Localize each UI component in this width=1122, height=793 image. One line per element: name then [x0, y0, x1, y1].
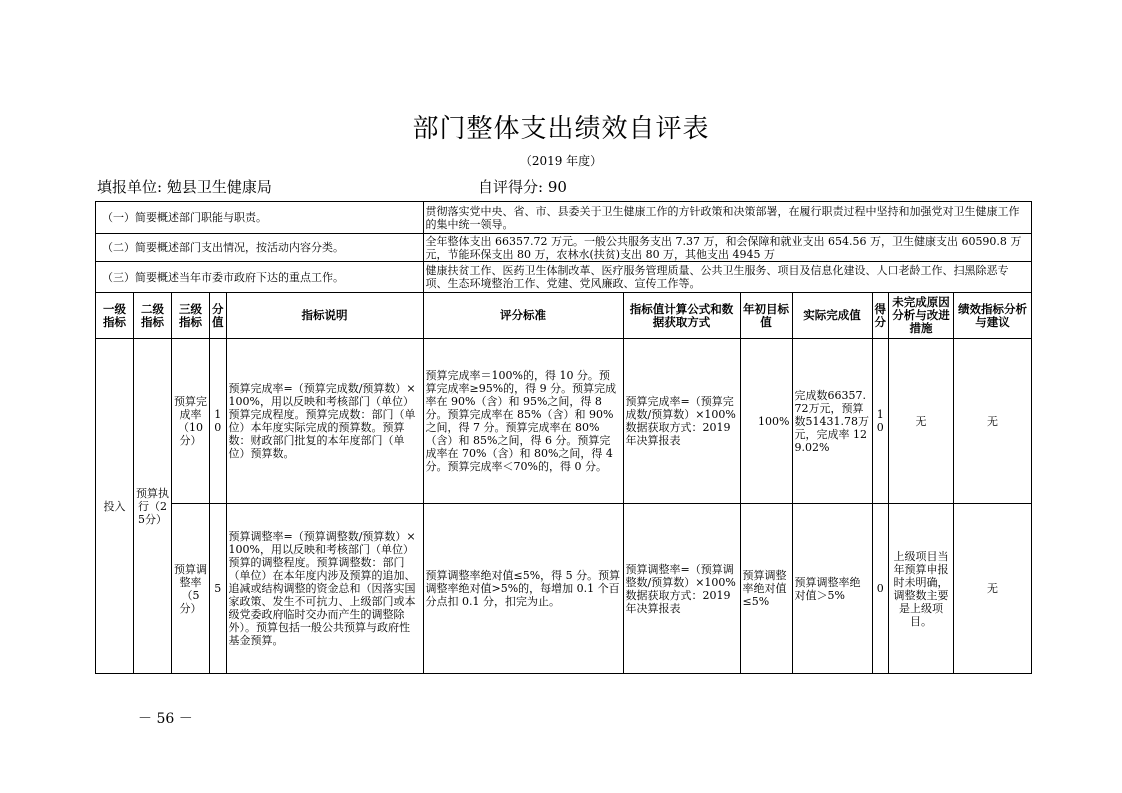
table-header-row [96, 293, 1032, 339]
score-cell: 10 [872, 339, 889, 504]
header-cell: 得分 [872, 293, 889, 339]
page-number: － 56 － [138, 711, 193, 727]
overview-label: （一）简要概述部门职能与职责。 [96, 202, 424, 234]
standard-cell: 预算调整率绝对值≤5%，得 5 分。预算调整率绝对值>5%的，每增加 0.1 个百分点扣 0.1 分，扣完为止。 [423, 504, 623, 674]
header-cell: 三级指标 [172, 293, 210, 339]
weight-cell: 5 [210, 504, 227, 674]
overview-text: 贯彻落实党中央、省、市、县委关于卫生健康工作的方针政策和决策部署，在履行职责过程中坚持和加强党对卫生健康工作的集中统一领导。 [423, 202, 1032, 234]
header-cell: 绩效指标分析与建议 [954, 293, 1032, 339]
standard-cell: 预算完成率＝100%的，得 10 分。预算完成率≥95%的，得 9 分。预算完成率在 90%（含）和 95%之间，得 8 分。预算完成率在 85%（含）和 90%之间，得 7 分。预算完成率在 80%（含）和 85%之间，得 6 分。预算完成率在 70%（含）和 80%之间，得 4 分。预算完成率＜70%的，得 0 分。 [423, 339, 623, 504]
table-row [96, 339, 1032, 504]
header-cell: 实际完成值 [792, 293, 872, 339]
description-cell: 预算完成率=（预算完成数/预算数）×100%，用以反映和考核部门（单位）预算完成程度。预算完成数：部门（单位）本年度实际完成的预算数。预算数：财政部门批复的本年度部门（单位）预算数。 [226, 339, 423, 504]
actual-cell: 完成数66357.72万元，预算数51431.78万元，完成率 129.02% [792, 339, 872, 504]
header-cell: 二级指标 [134, 293, 172, 339]
report-year: （2019 年度） [519, 154, 603, 168]
header-cell: 评分标准 [423, 293, 623, 339]
page-title: 部门整体支出绩效自评表 [412, 114, 710, 144]
reason-cell: 无 [889, 339, 954, 504]
description-cell: 预算调整率=（预算调整数/预算数）×100%，用以反映和考核部门（单位）预算的调整程度。预算调整数：部门（单位）在本年度内涉及预算的追加、追减或结构调整的资金总和（因落实国家政策、发生不可抗力、上级部门或本级党委政府临时交办而产生的调整除外）。预算包括一般公共预算与政府性基金预算。 [226, 504, 423, 674]
level1-cell: 投入 [96, 339, 134, 674]
overview-label: （二）简要概述部门支出情况，按活动内容分类。 [96, 234, 424, 262]
header-cell: 指标说明 [226, 293, 423, 339]
header-cell: 分值 [210, 293, 227, 339]
overview-text: 全年整体支出 66357.72 万元。一般公共服务支出 7.37 万，和会保障和就业支出 654.56 万，卫生健康支出 60590.8 万元，节能环保支出 80 万，农林水(扶贫)支出 80 万，其他支出 4945 万 [423, 234, 1032, 262]
weight-cell: 10 [210, 339, 227, 504]
level3-cell: 预算完成率（10分） [172, 339, 210, 504]
header-cell: 未完成原因分析与改进措施 [889, 293, 954, 339]
table-row [96, 504, 1032, 674]
header-cell: 一级指标 [96, 293, 134, 339]
actual-cell: 预算调整率绝对值＞5% [792, 504, 872, 674]
overview-label: （三）简要概述当年市委市政府下达的重点工作。 [96, 262, 424, 293]
overview-row [96, 262, 1032, 293]
reason-cell: 上级项目当年预算申报时未明确，调整数主要是上级项目。 [889, 504, 954, 674]
advice-cell: 无 [954, 339, 1032, 504]
advice-cell: 无 [954, 504, 1032, 674]
level2-cell: 预算执行（25分） [134, 339, 172, 674]
overview-text: 健康扶贫工作、医药卫生体制改革、医疗服务管理质量、公共卫生服务、项目及信息化建设、人口老龄工作、扫黑除恶专项、生态环境整治工作、党建、党风廉政、宣传工作等。 [423, 262, 1032, 293]
self-score: 自评得分: 90 [478, 178, 567, 196]
header-cell: 指标值计算公式和数据获取方式 [623, 293, 740, 339]
formula-cell: 预算调整率=（预算调整数/预算数）×100%数据获取方式：2019 年决算报表 [623, 504, 740, 674]
formula-cell: 预算完成率=（预算完成数/预算数）×100%数据获取方式：2019 年决算报表 [623, 339, 740, 504]
target-cell: 预算调整率绝对值≤5% [740, 504, 792, 674]
overview-row [96, 234, 1032, 262]
evaluation-table [95, 201, 1032, 674]
level3-cell: 预算调整率（5分） [172, 504, 210, 674]
overview-row [96, 202, 1032, 234]
header-cell: 年初目标值 [740, 293, 792, 339]
reporting-unit: 填报单位: 勉县卫生健康局 [97, 178, 272, 196]
target-cell: 100% [740, 339, 792, 504]
score-cell: 0 [872, 504, 889, 674]
